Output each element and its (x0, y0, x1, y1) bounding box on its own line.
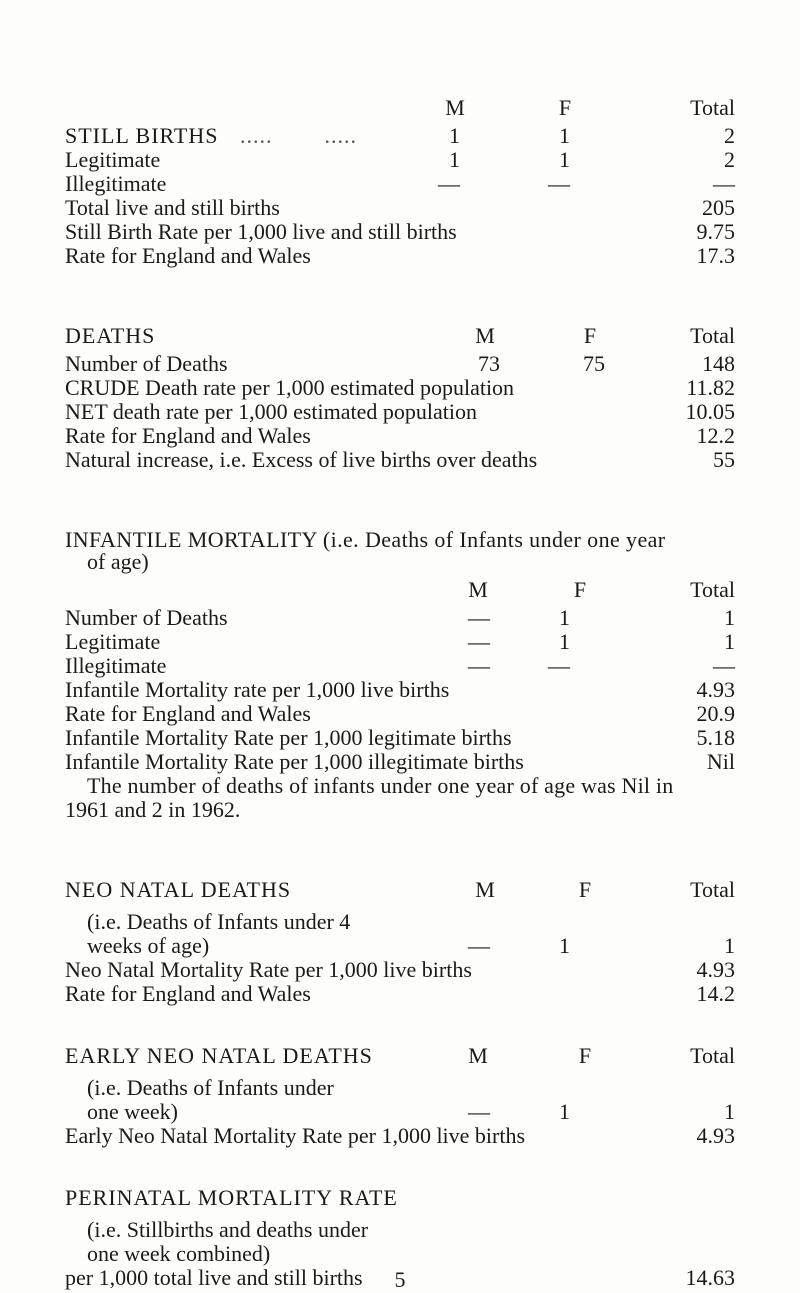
row-label: Illegitimate (65, 171, 167, 196)
row-label: Infantile Mortality rate per 1,000 live births (65, 677, 450, 702)
cell-total: 9.75 (696, 219, 735, 244)
section-title: NEO NATAL DEATHS (65, 877, 292, 902)
row-label: Rate for England and Wales (65, 423, 311, 448)
row-label: Legitimate (65, 629, 161, 654)
section-title: EARLY NEO NATAL DEATHS (65, 1043, 373, 1068)
col-header-m: M (468, 577, 488, 602)
row-label: NET death rate per 1,000 estimated population (65, 399, 477, 424)
row-label: Neo Natal Mortality Rate per 1,000 live births (65, 957, 472, 982)
sub-text: (i.e. Deaths of Infants under (87, 1075, 334, 1100)
page-number: 5 (394, 1267, 406, 1292)
cell-f: 1 (559, 1099, 570, 1124)
cell-m: — (468, 629, 490, 654)
row-label: Early Neo Natal Mortality Rate per 1,000 live births (65, 1123, 526, 1148)
row-label: Rate for England and Wales (65, 981, 311, 1006)
cell-total: 12.2 (696, 423, 735, 448)
row-label: Natural increase, i.e. Excess of live births over deaths (65, 447, 538, 472)
cell-total: — (713, 653, 735, 678)
cell-total: 10.05 (685, 399, 735, 424)
leader-dots: ..... ..... (240, 123, 357, 148)
cell-m: — (438, 171, 460, 196)
row-label: Rate for England and Wales (65, 243, 311, 268)
col-header-m: M (475, 323, 495, 348)
cell-f: 75 (583, 351, 605, 376)
row-label: Number of Deaths (65, 351, 228, 376)
col-header-f: F (578, 1043, 592, 1068)
col-header-f: F (558, 95, 572, 120)
cell-total: 2 (724, 147, 735, 172)
sub-text-cont: weeks of age) (87, 933, 210, 958)
col-header-total: Total (690, 95, 735, 120)
cell-total: Nil (706, 749, 735, 774)
note-text-cont: 1961 and 2 in 1962. (65, 797, 241, 822)
cell-total: 4.93 (696, 957, 735, 982)
sub-text: (i.e. Deaths of Infants under 4 (87, 909, 351, 934)
col-header-f: F (573, 577, 587, 602)
col-header-total: Total (690, 877, 735, 902)
row-label: Infantile Mortality Rate per 1,000 illegitimate births (65, 749, 524, 774)
cell-total: 1 (724, 933, 735, 958)
row-label: Illegitimate (65, 653, 167, 678)
col-header-m: M (445, 95, 465, 120)
cell-m: 73 (478, 351, 500, 376)
row-label: Legitimate (65, 147, 161, 172)
section-title: STILL BIRTHS (65, 123, 219, 148)
cell-total: 1 (724, 629, 735, 654)
row-label: CRUDE Death rate per 1,000 estimated population (65, 375, 515, 400)
row-label: Rate for England and Wales (65, 701, 311, 726)
cell-m: — (468, 605, 490, 630)
cell-f: 1 (559, 147, 570, 172)
col-header-m: M (468, 1043, 488, 1068)
cell-total: 205 (702, 195, 735, 220)
section-title-cont: of age) (87, 549, 149, 574)
cell-total: 11.82 (686, 375, 735, 400)
row-label: Total live and still births (65, 195, 280, 220)
cell-m: 1 (449, 147, 460, 172)
col-header-m: M (475, 877, 495, 902)
cell-f: 1 (559, 123, 570, 148)
cell-m: — (468, 933, 490, 958)
cell-m: — (468, 1099, 490, 1124)
cell-total: 20.9 (696, 701, 735, 726)
col-header-total: Total (690, 1043, 735, 1068)
cell-total: 4.93 (696, 677, 735, 702)
row-label: Still Birth Rate per 1,000 live and still births (65, 219, 457, 244)
row-label: per 1,000 total live and still births (65, 1265, 363, 1290)
cell-total: 1 (724, 1099, 735, 1124)
row-label: Number of Deaths (65, 605, 228, 630)
sub-text-cont: one week combined) (87, 1241, 271, 1266)
cell-total: 1 (724, 605, 735, 630)
cell-total: 17.3 (696, 243, 735, 268)
cell-f: — (548, 653, 570, 678)
cell-total: — (713, 171, 735, 196)
cell-f: 1 (559, 605, 570, 630)
section-title: PERINATAL MORTALITY RATE (65, 1185, 398, 1210)
cell-m: 1 (449, 123, 460, 148)
cell-total: 2 (724, 123, 735, 148)
section-title: INFANTILE MORTALITY (i.e. Deaths of Infants under one year (65, 527, 666, 552)
cell-total: 55 (713, 447, 735, 472)
cell-f: — (548, 171, 570, 196)
cell-total: 4.93 (696, 1123, 735, 1148)
cell-f: 1 (559, 933, 570, 958)
col-header-f: F (578, 877, 592, 902)
col-header-total: Total (690, 577, 735, 602)
section-title: DEATHS (65, 323, 156, 348)
cell-total: 148 (702, 351, 735, 376)
cell-total: 14.63 (685, 1265, 735, 1290)
row-label: Infantile Mortality Rate per 1,000 legitimate births (65, 725, 512, 750)
cell-total: 14.2 (696, 981, 735, 1006)
sub-text-cont: one week) (87, 1099, 179, 1124)
col-header-f: F (583, 323, 597, 348)
sub-text: (i.e. Stillbirths and deaths under (87, 1217, 369, 1242)
cell-f: 1 (559, 629, 570, 654)
note-text: The number of deaths of infants under one year of age was Nil in (87, 773, 674, 798)
col-header-total: Total (690, 323, 735, 348)
cell-m: — (468, 653, 490, 678)
cell-total: 5.18 (696, 725, 735, 750)
